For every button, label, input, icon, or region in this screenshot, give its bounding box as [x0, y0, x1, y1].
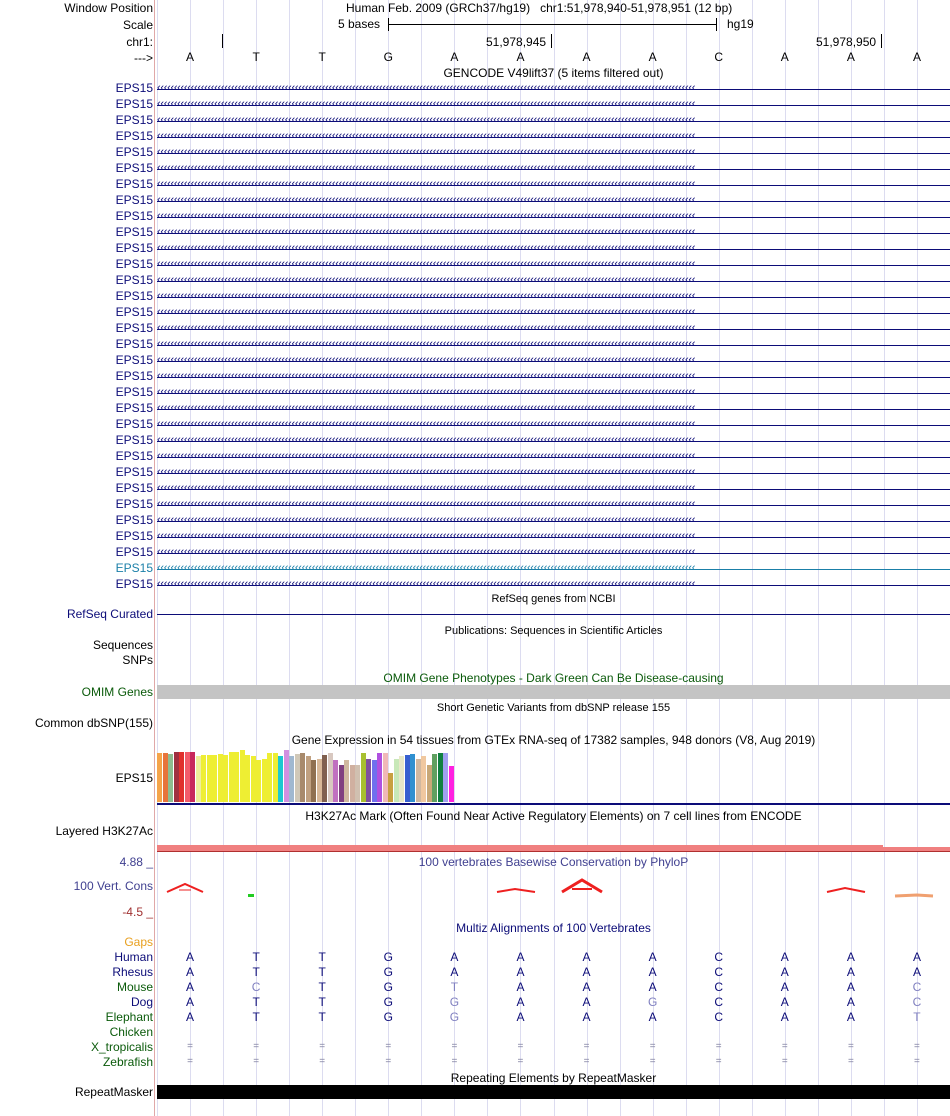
multiz-base: A — [648, 1010, 657, 1024]
multiz-track-title: Multiz Alignments of 100 Vertebrates — [456, 921, 651, 935]
multiz-base: C — [714, 1010, 724, 1024]
base-letter: G — [383, 50, 393, 64]
assembly-title: Human Feb. 2009 (GRCh37/hg19) chr1:51,978,940-51,978,951 (12 bp) — [346, 1, 733, 15]
multiz-base: = — [187, 1041, 193, 1052]
gencode-transcript-label[interactable]: EPS15 — [115, 481, 153, 495]
multiz-base: = — [914, 1056, 920, 1067]
gencode-transcript-label[interactable]: EPS15 — [115, 577, 153, 591]
multiz-base: A — [582, 965, 591, 979]
multiz-base: A — [186, 995, 195, 1009]
gencode-transcript-label[interactable]: EPS15 — [115, 289, 153, 303]
multiz-base: A — [582, 995, 591, 1009]
multiz-base: = — [781, 1056, 788, 1067]
gencode-transcript-label[interactable]: EPS15 — [115, 209, 153, 223]
gtex-tissue-bar[interactable] — [295, 754, 300, 802]
gencode-transcript-line[interactable]: ‹‹‹‹‹‹‹‹‹‹‹‹‹‹‹‹‹‹‹‹‹‹‹‹‹‹‹‹‹‹‹‹‹‹‹‹‹‹‹‹‹‹‹‹‹‹‹‹‹‹‹‹‹‹‹‹‹‹‹‹‹‹‹‹‹‹‹‹‹‹‹‹‹‹‹‹‹‹‹‹‹‹‹‹‹‹‹‹‹‹‹‹‹‹‹‹‹‹‹‹‹‹‹‹‹‹‹‹‹‹‹‹‹‹‹‹‹‹‹‹‹‹‹‹‹‹‹‹‹‹‹‹‹‹‹‹‹‹‹‹‹‹‹‹‹‹‹‹‹‹‹‹‹‹‹‹‹‹‹‹ — [157, 322, 950, 330]
multiz-base: G — [449, 995, 460, 1009]
gtex-tissue-bar[interactable] — [405, 755, 410, 802]
gencode-transcript-label[interactable]: EPS15 — [115, 225, 153, 239]
gtex-tissue-bar[interactable] — [317, 759, 322, 802]
omim-track-title: OMIM Gene Phenotypes - Dark Green Can Be Disease-causing — [383, 671, 724, 685]
gencode-transcript-line[interactable]: ‹‹‹‹‹‹‹‹‹‹‹‹‹‹‹‹‹‹‹‹‹‹‹‹‹‹‹‹‹‹‹‹‹‹‹‹‹‹‹‹‹‹‹‹‹‹‹‹‹‹‹‹‹‹‹‹‹‹‹‹‹‹‹‹‹‹‹‹‹‹‹‹‹‹‹‹‹‹‹‹‹‹‹‹‹‹‹‹‹‹‹‹‹‹‹‹‹‹‹‹‹‹‹‹‹‹‹‹‹‹‹‹‹‹‹‹‹‹‹‹‹‹‹‹‹‹‹‹‹‹‹‹‹‹‹‹‹‹‹‹‹‹‹‹‹‹‹‹‹‹‹‹‹‹‹‹‹‹‹‹ — [157, 338, 950, 346]
multiz-base: T — [252, 950, 260, 964]
multiz-base: G — [647, 995, 658, 1009]
multiz-base: A — [450, 965, 459, 979]
multiz-base: A — [186, 950, 195, 964]
multiz-species-label: Chicken — [109, 1025, 153, 1039]
multiz-base: T — [450, 980, 459, 994]
multiz-base: A — [648, 980, 657, 994]
gtex-tissue-bar[interactable] — [372, 760, 377, 802]
gencode-transcript-line[interactable]: ‹‹‹‹‹‹‹‹‹‹‹‹‹‹‹‹‹‹‹‹‹‹‹‹‹‹‹‹‹‹‹‹‹‹‹‹‹‹‹‹‹‹‹‹‹‹‹‹‹‹‹‹‹‹‹‹‹‹‹‹‹‹‹‹‹‹‹‹‹‹‹‹‹‹‹‹‹‹‹‹‹‹‹‹‹‹‹‹‹‹‹‹‹‹‹‹‹‹‹‹‹‹‹‹‹‹‹‹‹‹‹‹‹‹‹‹‹‹‹‹‹‹‹‹‹‹‹‹‹‹‹‹‹‹‹‹‹‹‹‹‹‹‹‹‹‹‹‹‹‹‹‹‹‹‹‹‹‹‹‹ — [157, 482, 950, 490]
base-letter: A — [780, 50, 789, 64]
omim-gene-bar[interactable] — [157, 685, 950, 699]
gtex-tissue-bar[interactable] — [333, 760, 338, 802]
h3k27ac-track-title: H3K27Ac Mark (Often Found Near Active Regulatory Elements) on 7 cell lines from ENCODE — [305, 809, 802, 823]
gtex-tissue-bar[interactable] — [185, 752, 190, 802]
gtex-tissue-bar[interactable] — [449, 766, 454, 802]
multiz-base: T — [318, 1010, 326, 1024]
repeatmasker-track-label[interactable]: RepeatMasker — [74, 1085, 153, 1099]
multiz-base: = — [319, 1041, 326, 1052]
dbsnp-track-title: Short Genetic Variants from dbSNP release 155 — [436, 702, 671, 714]
multiz-base: C — [714, 950, 724, 964]
gencode-transcript-line[interactable]: ‹‹‹‹‹‹‹‹‹‹‹‹‹‹‹‹‹‹‹‹‹‹‹‹‹‹‹‹‹‹‹‹‹‹‹‹‹‹‹‹‹‹‹‹‹‹‹‹‹‹‹‹‹‹‹‹‹‹‹‹‹‹‹‹‹‹‹‹‹‹‹‹‹‹‹‹‹‹‹‹‹‹‹‹‹‹‹‹‹‹‹‹‹‹‹‹‹‹‹‹‹‹‹‹‹‹‹‹‹‹‹‹‹‹‹‹‹‹‹‹‹‹‹‹‹‹‹‹‹‹‹‹‹‹‹‹‹‹‹‹‹‹‹‹‹‹‹‹‹‹‹‹‹‹‹‹‹‹‹‹ — [157, 194, 950, 202]
multiz-species-label: Human — [114, 950, 153, 964]
gtex-tissue-bar[interactable] — [438, 753, 443, 802]
gtex-tissue-bar[interactable] — [427, 765, 432, 802]
base-letter: A — [516, 50, 525, 64]
gtex-tissue-bar[interactable] — [234, 752, 239, 802]
dbsnp-track-label[interactable]: Common dbSNP(155) — [34, 716, 153, 730]
multiz-base: = — [451, 1041, 458, 1052]
multiz-base: A — [780, 950, 789, 964]
gencode-transcript-label[interactable]: EPS15 — [115, 177, 153, 191]
gencode-transcript-label[interactable]: EPS15 — [115, 97, 153, 111]
multiz-base: A — [582, 950, 591, 964]
gtex-track-title: Gene Expression in 54 tissues from GTEx RNA-seq of 17382 samples, 948 donors (V8, Aug 2019) — [291, 733, 816, 747]
multiz-base: A — [846, 950, 855, 964]
gtex-tissue-bar[interactable] — [190, 752, 195, 802]
base-letter: T — [252, 50, 260, 64]
multiz-base: = — [649, 1056, 656, 1067]
publications-label-snps[interactable]: SNPs — [122, 653, 153, 667]
multiz-base: A — [450, 950, 459, 964]
gtex-tissue-bar[interactable] — [157, 753, 162, 802]
gtex-tissue-bar[interactable] — [350, 765, 355, 802]
gencode-transcript-label[interactable]: EPS15 — [115, 401, 153, 415]
multiz-base: = — [187, 1056, 193, 1067]
phylop-signal[interactable] — [157, 870, 950, 910]
multiz-base: = — [451, 1056, 458, 1067]
gencode-transcript-label[interactable]: EPS15 — [115, 465, 153, 479]
multiz-base: A — [648, 965, 657, 979]
multiz-base: T — [318, 995, 326, 1009]
gtex-tissue-bar[interactable] — [278, 756, 283, 802]
gtex-tissue-bar[interactable] — [410, 754, 415, 802]
gtex-tissue-bar[interactable] — [245, 755, 250, 802]
multiz-base: A — [780, 995, 789, 1009]
multiz-base: = — [517, 1056, 524, 1067]
gtex-tissue-bar[interactable] — [289, 756, 294, 802]
multiz-base: = — [583, 1056, 590, 1067]
base-letter: A — [186, 50, 195, 64]
gencode-transcript-line[interactable]: ‹‹‹‹‹‹‹‹‹‹‹‹‹‹‹‹‹‹‹‹‹‹‹‹‹‹‹‹‹‹‹‹‹‹‹‹‹‹‹‹‹‹‹‹‹‹‹‹‹‹‹‹‹‹‹‹‹‹‹‹‹‹‹‹‹‹‹‹‹‹‹‹‹‹‹‹‹‹‹‹‹‹‹‹‹‹‹‹‹‹‹‹‹‹‹‹‹‹‹‹‹‹‹‹‹‹‹‹‹‹‹‹‹‹‹‹‹‹‹‹‹‹‹‹‹‹‹‹‹‹‹‹‹‹‹‹‹‹‹‹‹‹‹‹‹‹‹‹‹‹‹‹‹‹‹‹‹‹‹‹ — [157, 498, 950, 506]
multiz-base: C — [251, 980, 261, 994]
gtex-tissue-bar[interactable] — [223, 755, 228, 802]
gtex-tissue-bar[interactable] — [168, 754, 173, 802]
gtex-tissue-bar[interactable] — [212, 755, 217, 802]
gencode-transcript-line[interactable]: ‹‹‹‹‹‹‹‹‹‹‹‹‹‹‹‹‹‹‹‹‹‹‹‹‹‹‹‹‹‹‹‹‹‹‹‹‹‹‹‹‹‹‹‹‹‹‹‹‹‹‹‹‹‹‹‹‹‹‹‹‹‹‹‹‹‹‹‹‹‹‹‹‹‹‹‹‹‹‹‹‹‹‹‹‹‹‹‹‹‹‹‹‹‹‹‹‹‹‹‹‹‹‹‹‹‹‹‹‹‹‹‹‹‹‹‹‹‹‹‹‹‹‹‹‹‹‹‹‹‹‹‹‹‹‹‹‹‹‹‹‹‹‹‹‹‹‹‹‹‹‹‹‹‹‹‹‹‹‹‹ — [157, 306, 950, 314]
multiz-species-label: Elephant — [105, 1010, 153, 1024]
publications-track-title: Publications: Sequences in Scientific Articles — [444, 625, 663, 637]
gtex-tissue-bar[interactable] — [361, 753, 366, 802]
multiz-base: = — [253, 1041, 260, 1052]
multiz-base: T — [913, 1010, 921, 1024]
gencode-transcript-label[interactable]: EPS15 — [115, 273, 153, 287]
gencode-transcript-label[interactable]: EPS15 — [115, 529, 153, 543]
gtex-tissue-bar[interactable] — [251, 756, 256, 802]
gencode-transcript-label[interactable]: EPS15 — [115, 433, 153, 447]
multiz-base: A — [582, 980, 591, 994]
gtex-tissue-bar[interactable] — [256, 760, 261, 802]
gtex-tissue-bar[interactable] — [383, 753, 388, 802]
phylop-track-label[interactable]: 100 Vert. Cons — [73, 879, 153, 893]
multiz-base: = — [649, 1041, 656, 1052]
multiz-base: A — [780, 965, 789, 979]
gencode-transcript-label[interactable]: EPS15 — [115, 337, 153, 351]
gencode-transcript-label[interactable]: EPS15 — [115, 257, 153, 271]
multiz-base: = — [385, 1041, 392, 1052]
base-letter: A — [912, 50, 921, 64]
gtex-tissue-bar[interactable] — [262, 759, 267, 802]
gtex-tissue-bar[interactable] — [311, 760, 316, 802]
gtex-tissue-bar[interactable] — [394, 759, 399, 802]
refseq-gene-line[interactable] — [157, 614, 950, 615]
base-letter: A — [648, 50, 657, 64]
multiz-base: A — [516, 965, 525, 979]
gencode-transcript-label[interactable]: EPS15 — [115, 305, 153, 319]
base-letter: T — [318, 50, 326, 64]
multiz-base: G — [383, 1010, 393, 1024]
multiz-base: G — [449, 1010, 460, 1024]
multiz-base: A — [516, 950, 525, 964]
gtex-tissue-bar[interactable] — [416, 759, 421, 802]
gencode-transcript-line[interactable]: ‹‹‹‹‹‹‹‹‹‹‹‹‹‹‹‹‹‹‹‹‹‹‹‹‹‹‹‹‹‹‹‹‹‹‹‹‹‹‹‹‹‹‹‹‹‹‹‹‹‹‹‹‹‹‹‹‹‹‹‹‹‹‹‹‹‹‹‹‹‹‹‹‹‹‹‹‹‹‹‹‹‹‹‹‹‹‹‹‹‹‹‹‹‹‹‹‹‹‹‹‹‹‹‹‹‹‹‹‹‹‹‹‹‹‹‹‹‹‹‹‹‹‹‹‹‹‹‹‹‹‹‹‹‹‹‹‹‹‹‹‹‹‹‹‹‹‹‹‹‹‹‹‹‹‹‹‹‹‹‹ — [157, 354, 950, 362]
gencode-transcript-label[interactable]: EPS15 — [115, 193, 153, 207]
gencode-transcript-line[interactable]: ‹‹‹‹‹‹‹‹‹‹‹‹‹‹‹‹‹‹‹‹‹‹‹‹‹‹‹‹‹‹‹‹‹‹‹‹‹‹‹‹‹‹‹‹‹‹‹‹‹‹‹‹‹‹‹‹‹‹‹‹‹‹‹‹‹‹‹‹‹‹‹‹‹‹‹‹‹‹‹‹‹‹‹‹‹‹‹‹‹‹‹‹‹‹‹‹‹‹‹‹‹‹‹‹‹‹‹‹‹‹‹‹‹‹‹‹‹‹‹‹‹‹‹‹‹‹‹‹‹‹‹‹‹‹‹‹‹‹‹‹‹‹‹‹‹‹‹‹‹‹‹‹‹‹‹‹‹‹‹‹ — [157, 130, 950, 138]
coord-label-2: 51,978,950 — [816, 35, 877, 49]
multiz-base: = — [847, 1041, 854, 1052]
gtex-tissue-bar[interactable] — [273, 753, 278, 802]
multiz-species-label: Dog — [130, 995, 153, 1009]
multiz-base: = — [583, 1041, 590, 1052]
multiz-species-label: Zebrafish — [102, 1055, 153, 1069]
multiz-base: T — [318, 980, 326, 994]
gencode-transcript-line[interactable]: ‹‹‹‹‹‹‹‹‹‹‹‹‹‹‹‹‹‹‹‹‹‹‹‹‹‹‹‹‹‹‹‹‹‹‹‹‹‹‹‹‹‹‹‹‹‹‹‹‹‹‹‹‹‹‹‹‹‹‹‹‹‹‹‹‹‹‹‹‹‹‹‹‹‹‹‹‹‹‹‹‹‹‹‹‹‹‹‹‹‹‹‹‹‹‹‹‹‹‹‹‹‹‹‹‹‹‹‹‹‹‹‹‹‹‹‹‹‹‹‹‹‹‹‹‹‹‹‹‹‹‹‹‹‹‹‹‹‹‹‹‹‹‹‹‹‹‹‹‹‹‹‹‹‹‹‹‹‹‹‹ — [157, 466, 950, 474]
multiz-base: A — [780, 980, 789, 994]
multiz-base: G — [383, 950, 393, 964]
gtex-tissue-bar[interactable] — [240, 750, 245, 802]
gencode-transcript-line[interactable]: ‹‹‹‹‹‹‹‹‹‹‹‹‹‹‹‹‹‹‹‹‹‹‹‹‹‹‹‹‹‹‹‹‹‹‹‹‹‹‹‹‹‹‹‹‹‹‹‹‹‹‹‹‹‹‹‹‹‹‹‹‹‹‹‹‹‹‹‹‹‹‹‹‹‹‹‹‹‹‹‹‹‹‹‹‹‹‹‹‹‹‹‹‹‹‹‹‹‹‹‹‹‹‹‹‹‹‹‹‹‹‹‹‹‹‹‹‹‹‹‹‹‹‹‹‹‹‹‹‹‹‹‹‹‹‹‹‹‹‹‹‹‹‹‹‹‹‹‹‹‹‹‹‹‹‹‹‹‹‹‹ — [157, 530, 950, 538]
refseq-track-title: RefSeq genes from NCBI — [491, 593, 616, 605]
gencode-transcript-line[interactable]: ‹‹‹‹‹‹‹‹‹‹‹‹‹‹‹‹‹‹‹‹‹‹‹‹‹‹‹‹‹‹‹‹‹‹‹‹‹‹‹‹‹‹‹‹‹‹‹‹‹‹‹‹‹‹‹‹‹‹‹‹‹‹‹‹‹‹‹‹‹‹‹‹‹‹‹‹‹‹‹‹‹‹‹‹‹‹‹‹‹‹‹‹‹‹‹‹‹‹‹‹‹‹‹‹‹‹‹‹‹‹‹‹‹‹‹‹‹‹‹‹‹‹‹‹‹‹‹‹‹‹‹‹‹‹‹‹‹‹‹‹‹‹‹‹‹‹‹‹‹‹‹‹‹‹‹‹‹‹‹‹ — [157, 562, 950, 570]
gtex-tissue-bar[interactable] — [366, 759, 371, 802]
gencode-transcript-line[interactable]: ‹‹‹‹‹‹‹‹‹‹‹‹‹‹‹‹‹‹‹‹‹‹‹‹‹‹‹‹‹‹‹‹‹‹‹‹‹‹‹‹‹‹‹‹‹‹‹‹‹‹‹‹‹‹‹‹‹‹‹‹‹‹‹‹‹‹‹‹‹‹‹‹‹‹‹‹‹‹‹‹‹‹‹‹‹‹‹‹‹‹‹‹‹‹‹‹‹‹‹‹‹‹‹‹‹‹‹‹‹‹‹‹‹‹‹‹‹‹‹‹‹‹‹‹‹‹‹‹‹‹‹‹‹‹‹‹‹‹‹‹‹‹‹‹‹‹‹‹‹‹‹‹‹‹‹‹‹‹‹‹ — [157, 418, 950, 426]
strand-arrow-label: ---> — [134, 51, 153, 65]
repeatmasker-bar[interactable] — [157, 1085, 950, 1099]
multiz-base: = — [253, 1056, 260, 1067]
gtex-tissue-bar[interactable] — [267, 753, 272, 802]
multiz-base: G — [383, 995, 393, 1009]
gencode-transcript-line[interactable]: ‹‹‹‹‹‹‹‹‹‹‹‹‹‹‹‹‹‹‹‹‹‹‹‹‹‹‹‹‹‹‹‹‹‹‹‹‹‹‹‹‹‹‹‹‹‹‹‹‹‹‹‹‹‹‹‹‹‹‹‹‹‹‹‹‹‹‹‹‹‹‹‹‹‹‹‹‹‹‹‹‹‹‹‹‹‹‹‹‹‹‹‹‹‹‹‹‹‹‹‹‹‹‹‹‹‹‹‹‹‹‹‹‹‹‹‹‹‹‹‹‹‹‹‹‹‹‹‹‹‹‹‹‹‹‹‹‹‹‹‹‹‹‹‹‹‹‹‹‹‹‹‹‹‹‹‹‹‹‹‹ — [157, 114, 950, 122]
multiz-base: G — [383, 965, 393, 979]
gtex-tissue-bar[interactable] — [421, 756, 426, 802]
position-text: chr1:51,978,940-51,978,951 (12 bp) — [540, 1, 733, 15]
multiz-base: = — [319, 1056, 326, 1067]
gencode-track-title: GENCODE V49lift37 (5 items filtered out) — [443, 66, 664, 80]
gencode-transcript-label[interactable]: EPS15 — [115, 513, 153, 527]
gtex-tissue-bar[interactable] — [196, 756, 201, 802]
gtex-tissue-bar[interactable] — [218, 754, 223, 802]
multiz-base: C — [912, 980, 922, 994]
scale-text: 5 bases — [338, 17, 381, 31]
gtex-tissue-bar[interactable] — [328, 753, 333, 802]
multiz-base: G — [383, 980, 393, 994]
omim-track-label[interactable]: OMIM Genes — [81, 685, 153, 699]
coord-label-1: 51,978,945 — [486, 35, 547, 49]
multiz-base: = — [715, 1056, 722, 1067]
gtex-tissue-bar[interactable] — [399, 756, 404, 802]
gencode-transcript-line[interactable]: ‹‹‹‹‹‹‹‹‹‹‹‹‹‹‹‹‹‹‹‹‹‹‹‹‹‹‹‹‹‹‹‹‹‹‹‹‹‹‹‹‹‹‹‹‹‹‹‹‹‹‹‹‹‹‹‹‹‹‹‹‹‹‹‹‹‹‹‹‹‹‹‹‹‹‹‹‹‹‹‹‹‹‹‹‹‹‹‹‹‹‹‹‹‹‹‹‹‹‹‹‹‹‹‹‹‹‹‹‹‹‹‹‹‹‹‹‹‹‹‹‹‹‹‹‹‹‹‹‹‹‹‹‹‹‹‹‹‹‹‹‹‹‹‹‹‹‹‹‹‹‹‹‹‹‹‹‹‹‹‹ — [157, 98, 950, 106]
multiz-base: = — [847, 1056, 854, 1067]
gtex-tissue-bar[interactable] — [388, 773, 393, 802]
gencode-transcript-line[interactable]: ‹‹‹‹‹‹‹‹‹‹‹‹‹‹‹‹‹‹‹‹‹‹‹‹‹‹‹‹‹‹‹‹‹‹‹‹‹‹‹‹‹‹‹‹‹‹‹‹‹‹‹‹‹‹‹‹‹‹‹‹‹‹‹‹‹‹‹‹‹‹‹‹‹‹‹‹‹‹‹‹‹‹‹‹‹‹‹‹‹‹‹‹‹‹‹‹‹‹‹‹‹‹‹‹‹‹‹‹‹‹‹‹‹‹‹‹‹‹‹‹‹‹‹‹‹‹‹‹‹‹‹‹‹‹‹‹‹‹‹‹‹‹‹‹‹‹‹‹‹‹‹‹‹‹‹‹‹‹‹‹ — [157, 274, 950, 282]
gencode-transcript-label[interactable]: EPS15 — [115, 113, 153, 127]
multiz-base: = — [914, 1041, 920, 1052]
gtex-tissue-bar[interactable] — [306, 756, 311, 802]
base-letter: C — [714, 50, 724, 64]
gtex-tissue-bar[interactable] — [284, 750, 289, 802]
gencode-transcript-line[interactable]: ‹‹‹‹‹‹‹‹‹‹‹‹‹‹‹‹‹‹‹‹‹‹‹‹‹‹‹‹‹‹‹‹‹‹‹‹‹‹‹‹‹‹‹‹‹‹‹‹‹‹‹‹‹‹‹‹‹‹‹‹‹‹‹‹‹‹‹‹‹‹‹‹‹‹‹‹‹‹‹‹‹‹‹‹‹‹‹‹‹‹‹‹‹‹‹‹‹‹‹‹‹‹‹‹‹‹‹‹‹‹‹‹‹‹‹‹‹‹‹‹‹‹‹‹‹‹‹‹‹‹‹‹‹‹‹‹‹‹‹‹‹‹‹‹‹‹‹‹‹‹‹‹‹‹‹‹‹‹‹‹ — [157, 178, 950, 186]
multiz-base: C — [714, 995, 724, 1009]
gencode-transcript-label[interactable]: EPS15 — [115, 145, 153, 159]
gtex-tissue-bar[interactable] — [355, 765, 360, 802]
gtex-tissue-bar[interactable] — [344, 760, 349, 802]
repeatmasker-track-title: Repeating Elements by RepeatMasker — [450, 1071, 657, 1085]
multiz-base: A — [582, 1010, 591, 1024]
phylop-track-title: 100 vertebrates Basewise Conservation by PhyloP — [418, 855, 689, 869]
multiz-base: T — [318, 965, 326, 979]
gtex-tissue-bar[interactable] — [207, 755, 212, 802]
gtex-baseline — [157, 803, 950, 805]
gencode-transcript-line[interactable]: ‹‹‹‹‹‹‹‹‹‹‹‹‹‹‹‹‹‹‹‹‹‹‹‹‹‹‹‹‹‹‹‹‹‹‹‹‹‹‹‹‹‹‹‹‹‹‹‹‹‹‹‹‹‹‹‹‹‹‹‹‹‹‹‹‹‹‹‹‹‹‹‹‹‹‹‹‹‹‹‹‹‹‹‹‹‹‹‹‹‹‹‹‹‹‹‹‹‹‹‹‹‹‹‹‹‹‹‹‹‹‹‹‹‹‹‹‹‹‹‹‹‹‹‹‹‹‹‹‹‹‹‹‹‹‹‹‹‹‹‹‹‹‹‹‹‹‹‹‹‹‹‹‹‹‹‹‹‹‹‹ — [157, 434, 950, 442]
gtex-track-label[interactable]: EPS15 — [115, 771, 153, 785]
multiz-gaps-label: Gaps — [124, 935, 153, 949]
multiz-base: T — [252, 1010, 260, 1024]
multiz-base: A — [186, 980, 195, 994]
gencode-transcript-line[interactable]: ‹‹‹‹‹‹‹‹‹‹‹‹‹‹‹‹‹‹‹‹‹‹‹‹‹‹‹‹‹‹‹‹‹‹‹‹‹‹‹‹‹‹‹‹‹‹‹‹‹‹‹‹‹‹‹‹‹‹‹‹‹‹‹‹‹‹‹‹‹‹‹‹‹‹‹‹‹‹‹‹‹‹‹‹‹‹‹‹‹‹‹‹‹‹‹‹‹‹‹‹‹‹‹‹‹‹‹‹‹‹‹‹‹‹‹‹‹‹‹‹‹‹‹‹‹‹‹‹‹‹‹‹‹‹‹‹‹‹‹‹‹‹‹‹‹‹‹‹‹‹‹‹‹‹‹‹‹‹‹‹ — [157, 242, 950, 250]
gtex-tissue-bar[interactable] — [377, 753, 382, 802]
base-letter: A — [846, 50, 855, 64]
gencode-transcript-line[interactable]: ‹‹‹‹‹‹‹‹‹‹‹‹‹‹‹‹‹‹‹‹‹‹‹‹‹‹‹‹‹‹‹‹‹‹‹‹‹‹‹‹‹‹‹‹‹‹‹‹‹‹‹‹‹‹‹‹‹‹‹‹‹‹‹‹‹‹‹‹‹‹‹‹‹‹‹‹‹‹‹‹‹‹‹‹‹‹‹‹‹‹‹‹‹‹‹‹‹‹‹‹‹‹‹‹‹‹‹‹‹‹‹‹‹‹‹‹‹‹‹‹‹‹‹‹‹‹‹‹‹‹‹‹‹‹‹‹‹‹‹‹‹‹‹‹‹‹‹‹‹‹‹‹‹‹‹‹‹‹‹‹ — [157, 450, 950, 458]
gencode-transcript-label[interactable]: EPS15 — [115, 161, 153, 175]
gencode-transcript-line[interactable]: ‹‹‹‹‹‹‹‹‹‹‹‹‹‹‹‹‹‹‹‹‹‹‹‹‹‹‹‹‹‹‹‹‹‹‹‹‹‹‹‹‹‹‹‹‹‹‹‹‹‹‹‹‹‹‹‹‹‹‹‹‹‹‹‹‹‹‹‹‹‹‹‹‹‹‹‹‹‹‹‹‹‹‹‹‹‹‹‹‹‹‹‹‹‹‹‹‹‹‹‹‹‹‹‹‹‹‹‹‹‹‹‹‹‹‹‹‹‹‹‹‹‹‹‹‹‹‹‹‹‹‹‹‹‹‹‹‹‹‹‹‹‹‹‹‹‹‹‹‹‹‹‹‹‹‹‹‹‹‹‹ — [157, 546, 950, 554]
multiz-species-label: Mouse — [116, 980, 153, 994]
phylop-ymin: -4.5 _ — [122, 905, 153, 919]
multiz-base: A — [516, 995, 525, 1009]
h3k27ac-track-label[interactable]: Layered H3K27Ac — [55, 824, 153, 838]
scale-db: hg19 — [727, 17, 754, 31]
gtex-tissue-bar[interactable] — [163, 753, 168, 802]
multiz-base: A — [846, 980, 855, 994]
multiz-base: A — [912, 950, 921, 964]
base-letter: A — [450, 50, 459, 64]
gtex-tissue-bar[interactable] — [174, 752, 179, 802]
multiz-base: = — [385, 1056, 392, 1067]
multiz-base: A — [186, 965, 195, 979]
multiz-species-label: Rhesus — [112, 965, 153, 979]
multiz-base: = — [715, 1041, 722, 1052]
chr-label: chr1: — [126, 35, 153, 49]
base-letter: A — [582, 50, 591, 64]
gencode-transcript-line[interactable]: ‹‹‹‹‹‹‹‹‹‹‹‹‹‹‹‹‹‹‹‹‹‹‹‹‹‹‹‹‹‹‹‹‹‹‹‹‹‹‹‹‹‹‹‹‹‹‹‹‹‹‹‹‹‹‹‹‹‹‹‹‹‹‹‹‹‹‹‹‹‹‹‹‹‹‹‹‹‹‹‹‹‹‹‹‹‹‹‹‹‹‹‹‹‹‹‹‹‹‹‹‹‹‹‹‹‹‹‹‹‹‹‹‹‹‹‹‹‹‹‹‹‹‹‹‹‹‹‹‹‹‹‹‹‹‹‹‹‹‹‹‹‹‹‹‹‹‹‹‹‹‹‹‹‹‹‹‹‹‹‹ — [157, 258, 950, 266]
multiz-base: A — [846, 995, 855, 1009]
multiz-base: T — [252, 995, 260, 1009]
publications-label-sequences[interactable]: Sequences — [92, 638, 153, 652]
gencode-transcript-line[interactable]: ‹‹‹‹‹‹‹‹‹‹‹‹‹‹‹‹‹‹‹‹‹‹‹‹‹‹‹‹‹‹‹‹‹‹‹‹‹‹‹‹‹‹‹‹‹‹‹‹‹‹‹‹‹‹‹‹‹‹‹‹‹‹‹‹‹‹‹‹‹‹‹‹‹‹‹‹‹‹‹‹‹‹‹‹‹‹‹‹‹‹‹‹‹‹‹‹‹‹‹‹‹‹‹‹‹‹‹‹‹‹‹‹‹‹‹‹‹‹‹‹‹‹‹‹‹‹‹‹‹‹‹‹‹‹‹‹‹‹‹‹‹‹‹‹‹‹‹‹‹‹‹‹‹‹‹‹‹‹‹‹ — [157, 146, 950, 154]
gencode-transcript-line[interactable]: ‹‹‹‹‹‹‹‹‹‹‹‹‹‹‹‹‹‹‹‹‹‹‹‹‹‹‹‹‹‹‹‹‹‹‹‹‹‹‹‹‹‹‹‹‹‹‹‹‹‹‹‹‹‹‹‹‹‹‹‹‹‹‹‹‹‹‹‹‹‹‹‹‹‹‹‹‹‹‹‹‹‹‹‹‹‹‹‹‹‹‹‹‹‹‹‹‹‹‹‹‹‹‹‹‹‹‹‹‹‹‹‹‹‹‹‹‹‹‹‹‹‹‹‹‹‹‹‹‹‹‹‹‹‹‹‹‹‹‹‹‹‹‹‹‹‹‹‹‹‹‹‹‹‹‹‹‹‹‹‹ — [157, 210, 950, 218]
multiz-base: A — [780, 1010, 789, 1024]
multiz-base: A — [516, 980, 525, 994]
gencode-transcript-label[interactable]: EPS15 — [115, 129, 153, 143]
gencode-transcript-line[interactable]: ‹‹‹‹‹‹‹‹‹‹‹‹‹‹‹‹‹‹‹‹‹‹‹‹‹‹‹‹‹‹‹‹‹‹‹‹‹‹‹‹‹‹‹‹‹‹‹‹‹‹‹‹‹‹‹‹‹‹‹‹‹‹‹‹‹‹‹‹‹‹‹‹‹‹‹‹‹‹‹‹‹‹‹‹‹‹‹‹‹‹‹‹‹‹‹‹‹‹‹‹‹‹‹‹‹‹‹‹‹‹‹‹‹‹‹‹‹‹‹‹‹‹‹‹‹‹‹‹‹‹‹‹‹‹‹‹‹‹‹‹‹‹‹‹‹‹‹‹‹‹‹‹‹‹‹‹‹‹‹‹ — [157, 162, 950, 170]
scale-label: Scale — [122, 18, 153, 32]
multiz-base: A — [516, 1010, 525, 1024]
multiz-base: A — [912, 965, 921, 979]
gencode-transcript-label[interactable]: EPS15 — [115, 385, 153, 399]
gencode-transcript-label[interactable]: EPS15 — [115, 497, 153, 511]
gencode-transcript-label[interactable]: EPS15 — [115, 321, 153, 335]
multiz-base: A — [846, 965, 855, 979]
gencode-transcript-label[interactable]: EPS15 — [115, 369, 153, 383]
gtex-tissue-bar[interactable] — [179, 752, 184, 802]
gtex-tissue-bar[interactable] — [432, 754, 437, 802]
multiz-base: = — [517, 1041, 524, 1052]
multiz-base: C — [714, 965, 724, 979]
multiz-base: = — [781, 1041, 788, 1052]
gencode-transcript-label[interactable]: EPS15 — [115, 545, 153, 559]
gencode-transcript-label[interactable]: EPS15 — [115, 449, 153, 463]
gtex-tissue-bar[interactable] — [300, 753, 305, 802]
multiz-base: T — [252, 965, 260, 979]
gencode-transcript-label[interactable]: EPS15 — [115, 81, 153, 95]
gencode-transcript-line[interactable]: ‹‹‹‹‹‹‹‹‹‹‹‹‹‹‹‹‹‹‹‹‹‹‹‹‹‹‹‹‹‹‹‹‹‹‹‹‹‹‹‹‹‹‹‹‹‹‹‹‹‹‹‹‹‹‹‹‹‹‹‹‹‹‹‹‹‹‹‹‹‹‹‹‹‹‹‹‹‹‹‹‹‹‹‹‹‹‹‹‹‹‹‹‹‹‹‹‹‹‹‹‹‹‹‹‹‹‹‹‹‹‹‹‹‹‹‹‹‹‹‹‹‹‹‹‹‹‹‹‹‹‹‹‹‹‹‹‹‹‹‹‹‹‹‹‹‹‹‹‹‹‹‹‹‹‹‹‹‹‹‹ — [157, 226, 950, 234]
scale-bar — [388, 24, 717, 25]
multiz-base: C — [714, 980, 724, 994]
window-position-label: Window Position — [64, 1, 153, 15]
multiz-base: A — [648, 950, 657, 964]
multiz-base: C — [912, 995, 922, 1009]
gtex-tissue-bar[interactable] — [322, 755, 327, 802]
gencode-transcript-line[interactable]: ‹‹‹‹‹‹‹‹‹‹‹‹‹‹‹‹‹‹‹‹‹‹‹‹‹‹‹‹‹‹‹‹‹‹‹‹‹‹‹‹‹‹‹‹‹‹‹‹‹‹‹‹‹‹‹‹‹‹‹‹‹‹‹‹‹‹‹‹‹‹‹‹‹‹‹‹‹‹‹‹‹‹‹‹‹‹‹‹‹‹‹‹‹‹‹‹‹‹‹‹‹‹‹‹‹‹‹‹‹‹‹‹‹‹‹‹‹‹‹‹‹‹‹‹‹‹‹‹‹‹‹‹‹‹‹‹‹‹‹‹‹‹‹‹‹‹‹‹‹‹‹‹‹‹‹‹‹‹‹‹ — [157, 370, 950, 378]
gtex-tissue-bar[interactable] — [229, 752, 234, 802]
multiz-base: A — [846, 1010, 855, 1024]
gencode-transcript-line[interactable]: ‹‹‹‹‹‹‹‹‹‹‹‹‹‹‹‹‹‹‹‹‹‹‹‹‹‹‹‹‹‹‹‹‹‹‹‹‹‹‹‹‹‹‹‹‹‹‹‹‹‹‹‹‹‹‹‹‹‹‹‹‹‹‹‹‹‹‹‹‹‹‹‹‹‹‹‹‹‹‹‹‹‹‹‹‹‹‹‹‹‹‹‹‹‹‹‹‹‹‹‹‹‹‹‹‹‹‹‹‹‹‹‹‹‹‹‹‹‹‹‹‹‹‹‹‹‹‹‹‹‹‹‹‹‹‹‹‹‹‹‹‹‹‹‹‹‹‹‹‹‹‹‹‹‹‹‹‹‹‹‹ — [157, 514, 950, 522]
coord-tick — [222, 34, 223, 48]
gencode-transcript-label[interactable]: EPS15 — [115, 561, 153, 575]
gencode-transcript-label[interactable]: EPS15 — [115, 353, 153, 367]
gencode-transcript-line[interactable]: ‹‹‹‹‹‹‹‹‹‹‹‹‹‹‹‹‹‹‹‹‹‹‹‹‹‹‹‹‹‹‹‹‹‹‹‹‹‹‹‹‹‹‹‹‹‹‹‹‹‹‹‹‹‹‹‹‹‹‹‹‹‹‹‹‹‹‹‹‹‹‹‹‹‹‹‹‹‹‹‹‹‹‹‹‹‹‹‹‹‹‹‹‹‹‹‹‹‹‹‹‹‹‹‹‹‹‹‹‹‹‹‹‹‹‹‹‹‹‹‹‹‹‹‹‹‹‹‹‹‹‹‹‹‹‹‹‹‹‹‹‹‹‹‹‹‹‹‹‹‹‹‹‹‹‹‹‹‹‹‹ — [157, 578, 950, 586]
gtex-tissue-bar[interactable] — [443, 753, 448, 802]
multiz-base: T — [318, 950, 326, 964]
gtex-tissue-bar[interactable] — [339, 765, 344, 802]
gencode-transcript-line[interactable]: ‹‹‹‹‹‹‹‹‹‹‹‹‹‹‹‹‹‹‹‹‹‹‹‹‹‹‹‹‹‹‹‹‹‹‹‹‹‹‹‹‹‹‹‹‹‹‹‹‹‹‹‹‹‹‹‹‹‹‹‹‹‹‹‹‹‹‹‹‹‹‹‹‹‹‹‹‹‹‹‹‹‹‹‹‹‹‹‹‹‹‹‹‹‹‹‹‹‹‹‹‹‹‹‹‹‹‹‹‹‹‹‹‹‹‹‹‹‹‹‹‹‹‹‹‹‹‹‹‹‹‹‹‹‹‹‹‹‹‹‹‹‹‹‹‹‹‹‹‹‹‹‹‹‹‹‹‹‹‹‹ — [157, 386, 950, 394]
gtex-tissue-bar[interactable] — [201, 755, 206, 802]
gencode-transcript-label[interactable]: EPS15 — [115, 241, 153, 255]
label-divider — [154, 0, 155, 1116]
gencode-transcript-label[interactable]: EPS15 — [115, 417, 153, 431]
refseq-track-label[interactable]: RefSeq Curated — [66, 607, 153, 621]
gencode-transcript-line[interactable]: ‹‹‹‹‹‹‹‹‹‹‹‹‹‹‹‹‹‹‹‹‹‹‹‹‹‹‹‹‹‹‹‹‹‹‹‹‹‹‹‹‹‹‹‹‹‹‹‹‹‹‹‹‹‹‹‹‹‹‹‹‹‹‹‹‹‹‹‹‹‹‹‹‹‹‹‹‹‹‹‹‹‹‹‹‹‹‹‹‹‹‹‹‹‹‹‹‹‹‹‹‹‹‹‹‹‹‹‹‹‹‹‹‹‹‹‹‹‹‹‹‹‹‹‹‹‹‹‹‹‹‹‹‹‹‹‹‹‹‹‹‹‹‹‹‹‹‹‹‹‹‹‹‹‹‹‹‹‹‹‹ — [157, 82, 950, 90]
gencode-transcript-line[interactable]: ‹‹‹‹‹‹‹‹‹‹‹‹‹‹‹‹‹‹‹‹‹‹‹‹‹‹‹‹‹‹‹‹‹‹‹‹‹‹‹‹‹‹‹‹‹‹‹‹‹‹‹‹‹‹‹‹‹‹‹‹‹‹‹‹‹‹‹‹‹‹‹‹‹‹‹‹‹‹‹‹‹‹‹‹‹‹‹‹‹‹‹‹‹‹‹‹‹‹‹‹‹‹‹‹‹‹‹‹‹‹‹‹‹‹‹‹‹‹‹‹‹‹‹‹‹‹‹‹‹‹‹‹‹‹‹‹‹‹‹‹‹‹‹‹‹‹‹‹‹‹‹‹‹‹‹‹‹‹‹‹ — [157, 402, 950, 410]
phylop-ymax: 4.88 _ — [119, 855, 153, 869]
multiz-base: A — [186, 1010, 195, 1024]
multiz-species-label: X_tropicalis — [90, 1040, 153, 1054]
gencode-transcript-line[interactable]: ‹‹‹‹‹‹‹‹‹‹‹‹‹‹‹‹‹‹‹‹‹‹‹‹‹‹‹‹‹‹‹‹‹‹‹‹‹‹‹‹‹‹‹‹‹‹‹‹‹‹‹‹‹‹‹‹‹‹‹‹‹‹‹‹‹‹‹‹‹‹‹‹‹‹‹‹‹‹‹‹‹‹‹‹‹‹‹‹‹‹‹‹‹‹‹‹‹‹‹‹‹‹‹‹‹‹‹‹‹‹‹‹‹‹‹‹‹‹‹‹‹‹‹‹‹‹‹‹‹‹‹‹‹‹‹‹‹‹‹‹‹‹‹‹‹‹‹‹‹‹‹‹‹‹‹‹‹‹‹‹ — [157, 290, 950, 298]
